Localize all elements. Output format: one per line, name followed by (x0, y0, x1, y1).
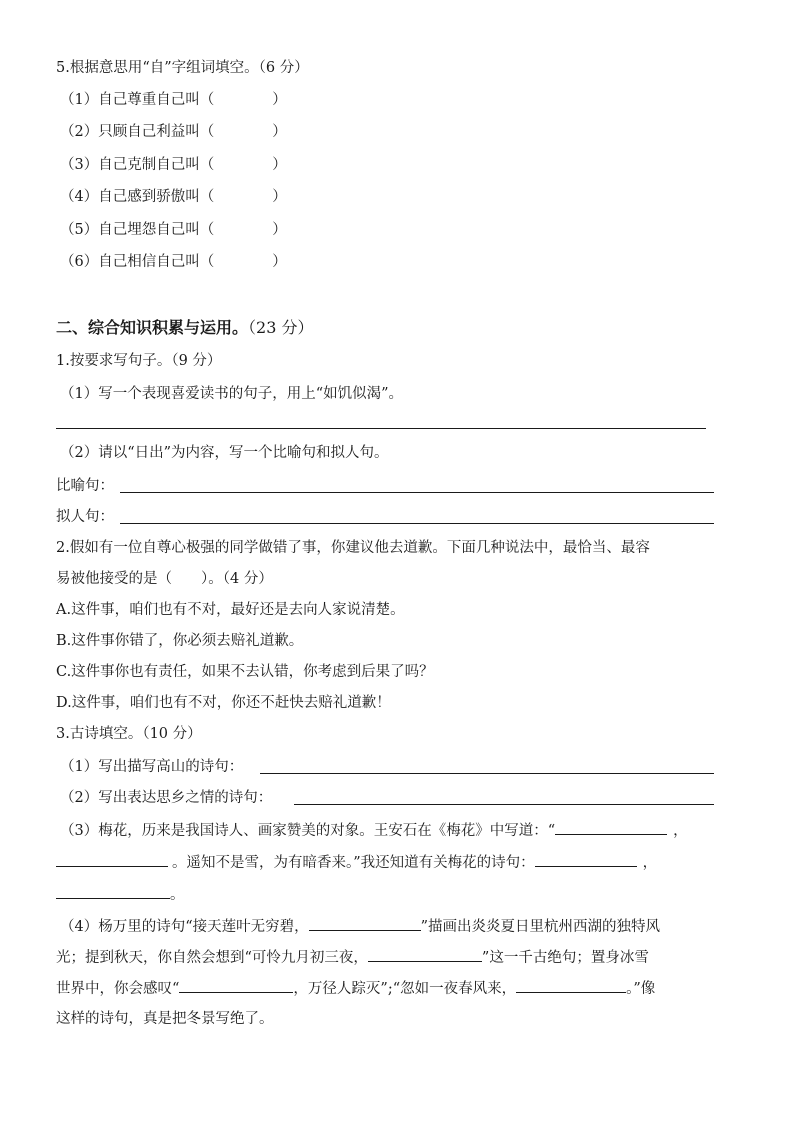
q5-title: 5.根据意思用“自”字组词填空。（6 分） (56, 60, 309, 76)
s2q2-option-c: C.这件事你也有责任，如果不去认错，你考虑到后果了吗？ (56, 664, 434, 680)
blank-lotus[interactable] (309, 916, 421, 931)
answer-line-personification[interactable] (120, 523, 714, 524)
s2q3-sub3-line-1 (60, 820, 688, 841)
personify-label: 拟人句： (56, 509, 114, 525)
s2q3-sub3-text-2b: ， (642, 855, 658, 871)
q5-item-6-text: （6）自己相信自己叫（ (60, 254, 215, 270)
q5-item-3-text: （3）自己克制自己叫（ (60, 157, 215, 173)
section-2-title: 二、综合知识积累与运用。 (56, 318, 249, 337)
s2q3-sub2: （2）写出表达思乡之情的诗句： (60, 790, 273, 806)
q5-item-4-text: （4）自己感到骄傲叫（ (60, 189, 215, 205)
q5-item-1-close: ） (272, 92, 287, 108)
s2q2-stem-line-1: 2.假如有一位自尊心极强的同学做错了事，你建议他去道歉。下面几种说法中，最恰当、最容 (56, 540, 650, 556)
blank-plum-3[interactable] (535, 852, 637, 867)
blank-autumn[interactable] (368, 947, 482, 962)
blank-snow-1[interactable] (179, 978, 293, 993)
q5-item-6-close: ） (272, 254, 287, 270)
s2q2-option-d: D.这件事，咱们也有不对，你还不赶快去赔礼道歉！ (56, 695, 391, 711)
answer-line-homesick-poem[interactable] (294, 804, 714, 805)
s2q3-sub3-text-3: 。 (170, 887, 185, 903)
s2q3-sub4-line-4: 这样的诗句，真是把冬景写绝了。 (56, 1011, 274, 1027)
s2q3-sub3-line-3 (56, 884, 185, 905)
s2q3-sub4-line-2 (56, 947, 649, 968)
s2q2-option-a: A.这件事，咱们也有不对，最好还是去向人家说清楚。 (56, 602, 405, 618)
s2q3-sub4-line-1 (60, 916, 660, 937)
q5-item-1 (60, 90, 287, 110)
s2q1-sub2: （2）请以“日出”为内容，写一个比喻句和拟人句。 (60, 445, 389, 461)
s2q1-title: 1.按要求写句子。（9 分） (56, 353, 222, 369)
blank-plum-1[interactable] (555, 820, 667, 835)
section-2-score: （23 分） (248, 318, 314, 337)
q5-item-6 (60, 252, 287, 272)
q5-item-4-close: ） (272, 189, 287, 205)
q5-item-2 (60, 122, 287, 142)
q5-item-5 (60, 220, 287, 240)
blank-plum-2[interactable] (56, 852, 168, 867)
answer-line-mountain-poem[interactable] (260, 773, 714, 774)
q5-item-3-close: ） (272, 157, 287, 173)
metaphor-label: 比喻句： (56, 478, 114, 494)
section-2-heading (56, 318, 313, 338)
s2q3-sub4-text-1a: （4）杨万里的诗句“接天莲叶无穷碧， (60, 919, 309, 935)
q5-item-5-close: ） (272, 222, 287, 238)
q5-item-4 (60, 187, 287, 207)
s2q3-sub4-text-2b: ”这一千古绝句；置身冰雪 (481, 950, 649, 966)
s2q3-sub4-text-3b: ，万径人踪灭”;“忽如一夜春风来， (293, 981, 517, 997)
q5-item-2-close: ） (272, 124, 287, 140)
q5-item-3 (60, 155, 287, 175)
q5-item-5-text: （5）自己埋怨自己叫（ (60, 222, 215, 238)
s2q3-sub3-text-2a: 。遥知不是雪，为有暗香来。”我还知道有关梅花的诗句： (172, 855, 535, 871)
s2q3-sub3-line-2 (56, 852, 657, 873)
answer-line-reading-sentence[interactable] (56, 428, 706, 429)
s2q3-title: 3.古诗填空。（10 分） (56, 726, 202, 742)
s2q3-sub1: （1）写出描写高山的诗句： (60, 759, 244, 775)
blank-snow-2[interactable] (516, 978, 626, 993)
blank-plum-4[interactable] (56, 884, 170, 899)
s2q3-sub3-text-1b: ， (673, 823, 688, 839)
s2q2-option-b: B.这件事你错了，你必须去赔礼道歉。 (56, 633, 304, 649)
s2q3-sub4-text-1b: ”描画出炎炎夏日里杭州西湖的独特风 (420, 919, 661, 935)
s2q3-sub4-line-3 (56, 978, 655, 999)
s2q3-sub4-text-3c: 。”像 (626, 981, 656, 997)
s2q3-sub4-text-3a: 世界中，你会感叹“ (56, 981, 180, 997)
s2q1-sub1: （1）写一个表现喜爱读书的句子，用上“如饥似渴”。 (60, 386, 404, 402)
s2q2-stem-line-2: 易被他接受的是（ ）。（4 分） (56, 571, 273, 587)
s2q3-sub3-text-1a: （3）梅花，历来是我国诗人、画家赞美的对象。王安石在《梅花》中写道：“ (60, 823, 556, 839)
q5-item-1-text: （1）自己尊重自己叫（ (60, 92, 215, 108)
answer-line-metaphor[interactable] (120, 492, 714, 493)
q5-item-2-text: （2）只顾自己利益叫（ (60, 124, 215, 140)
s2q3-sub4-text-2a: 光；提到秋天，你自然会想到“可怜九月初三夜， (56, 950, 368, 966)
